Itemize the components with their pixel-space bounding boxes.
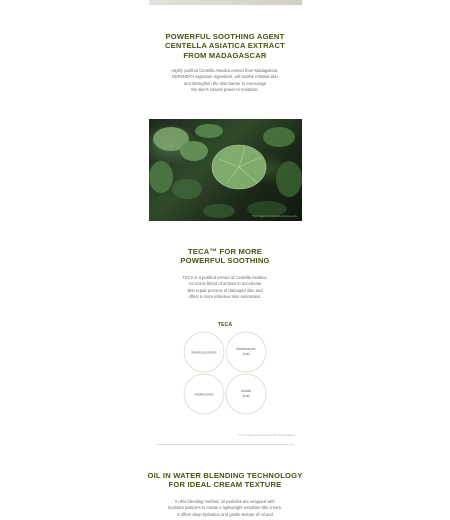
section-body-centella: Highly purified Centella Asiatica extract from Madagascar, DERMIDA's signature ingredient, will soothe irritated skin and strengthen the skin barrier to encourage the skin's natural power to revitalize. [171,68,279,92]
teca-venn-diagram [182,330,268,416]
leaf-top [195,124,223,138]
leaf-top-right [263,127,295,147]
leaf-mid-left [180,141,208,161]
leaf-bottom [203,204,235,218]
section-title-centella: POWERFUL SOOTHING AGENT CENTELLA ASIATICA EXTRACT FROM MADAGASCAR [164,32,286,60]
label-asiaticoside: Asiaticoside [194,392,214,397]
section-title-blending: OIL IN WATER BLENDING TECHNOLOGY FOR IDEAL CREAM TEXTURE [147,471,303,490]
leaf-right [276,161,302,197]
label-madecassoside: Madecassoside [191,350,217,355]
leaf-left [149,161,173,193]
section-body-blending: In this blending method, oil particles are wrapped with moisture particles to create a lightweight emulsion-like cream. It offers deep hydration and gentle texture of oil and [167,499,283,517]
centella-leaves-photo [149,119,302,221]
section-divider [156,444,294,445]
label-madecassic-acid-1: Madecassic [236,347,256,351]
leaf-bottom-left [172,179,202,199]
teca-diagram-label: TECA [217,322,233,328]
label-asiatic-acid-1: Asiatic [240,389,252,393]
section-body-teca: TECA is a purified extract of Centella Asiatica. An iconic blend of actives to accelerate skin repair process of damaged skin and offers a more intensive skin restoration. [182,275,268,299]
label-madecassic-acid-2: Acid [242,352,250,356]
teca-footnote: *It's not hard to understand all the raw ingredients [237,434,295,437]
leaves-illustration [149,119,302,221]
top-image-strip [149,0,302,5]
label-asiatic-acid-2: Acid [242,394,250,398]
section-title-teca: TECA™ FOR MORE POWERFUL SOOTHING [180,247,270,266]
photo-caption: *This image is for illustrative purposes only [251,215,297,218]
